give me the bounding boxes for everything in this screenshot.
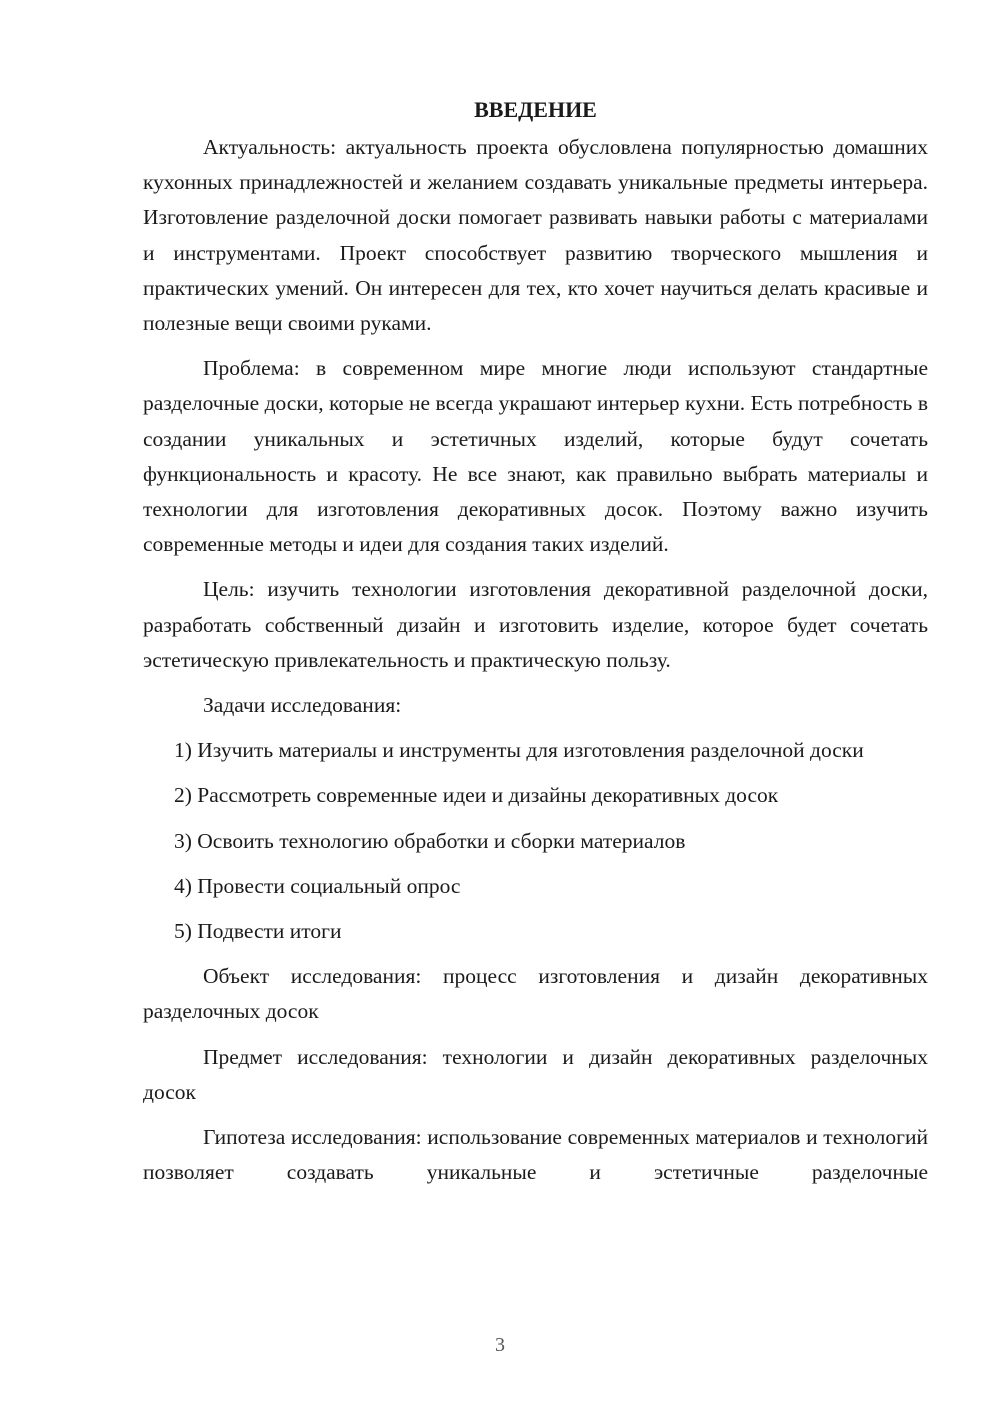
page-number: 3: [495, 1334, 505, 1356]
task-item: 4) Провести социальный опрос: [174, 873, 461, 898]
task-item: 3) Освоить технологию обработки и сборки материалов: [174, 828, 686, 853]
problem-paragraph: Проблема: в современном мире многие люди используют стандартные разделочные доски, которые не всегда украшают интерьер кухни. Есть потребность в создании уникальных и эстетичных изделий, которые будут сочетать функциональность и красоту. Не все знают, как правильно выбрать материалы и технологии для изготовления декоративных досок. Поэтому важно изучить современные методы и идеи для создания таких изделий.: [143, 356, 928, 557]
goal-paragraph: Цель: изучить технологии изготовления декоративной разделочной доски, разработать собственный дизайн и изготовить изделие, которое будет сочетать эстетическую привлекательность и практическую пользу.: [143, 577, 928, 672]
task-item: 2) Рассмотреть современные идеи и дизайны декоративных досок: [174, 783, 779, 808]
object-paragraph: Объект исследования: процесс изготовления и дизайн декоративных разделочных досок: [143, 964, 928, 1024]
relevance-paragraph: Актуальность: актуальность проекта обусловлена популярностью домашних кухонных принадлежностей и желанием создавать уникальные предметы интерьера. Изготовление разделочной доски помогает развивать навыки работы с материалами и инструментами. Проект способствует развитию творческого мышления и практических умений. Он интересен для тех, кто хочет научиться делать красивые и полезные вещи своими руками.: [143, 135, 928, 336]
hypothesis-paragraph: Гипотеза исследования: использование современных материалов и технологий позволяет создавать уникальные и эстетичные разделочные: [143, 1125, 928, 1185]
tasks-heading: Задачи исследования:: [203, 693, 402, 718]
task-item: 5) Подвести итоги: [174, 919, 342, 944]
tasks-list: [143, 733, 928, 949]
document-page: [143, 92, 928, 1200]
section-title: ВВЕДЕНИЕ: [474, 97, 597, 122]
task-item: 1) Изучить материалы и инструменты для изготовления разделочной доски: [174, 738, 864, 763]
subject-paragraph: Предмет исследования: технологии и дизайн декоративных разделочных досок: [143, 1044, 928, 1104]
